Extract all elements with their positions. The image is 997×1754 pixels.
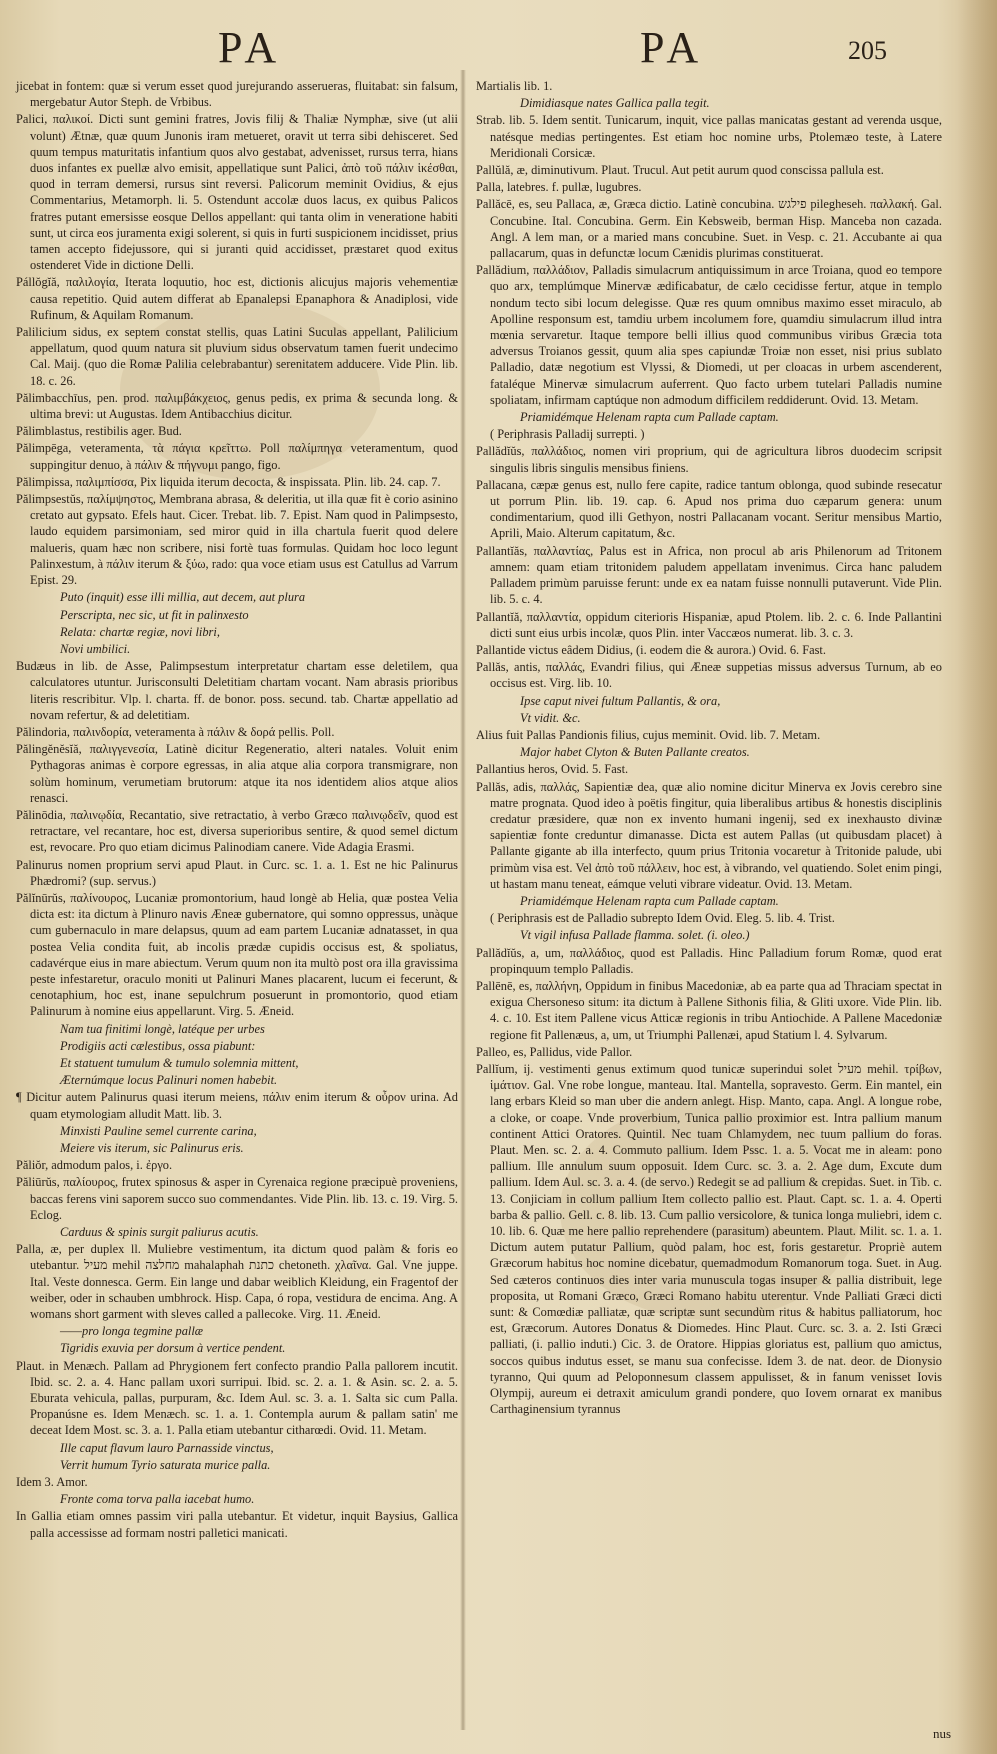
dictionary-entry: Pállŏgĭă, παλιλογία, Iterata loquutio, hoc est, dictionis alicujus majoris vehementiæ causa repetitio. Quid autem differat ab Epanalepsi Epanaphora & Anadiplosi, vide Rufinum, & Aquilam Romanum. — [16, 275, 458, 322]
verse-line: Verrit humum Tyrio saturata murice palla. — [60, 1457, 271, 1472]
verse-line: Dimidiasque nates Gallica palla tegit. — [520, 96, 710, 111]
dictionary-entry: Păliūrŭs, παλίουρος, frutex spinosus & asper in Cyrenaica regione præcipuè proveniens, baccas ferens vini saporem succo suo commendantes. Vide Plin. lib. 13. c. 19. Virg. 5. Eclog. — [16, 1175, 458, 1222]
dictionary-entry: Pălĭnūrŭs, παλίνουρος, Lucaniæ promontorium, haud longè ab Helia, quæ postea Velia dicta est: ita dictum à Plinuro navis Æneæ gubernatore, qui somno oppressus, unàque cum gubernaculo in mare delapsus, quum ad eam partem Lucaniæ adnatasset, in qua postea Velia condita fuit, ab incolis prædæ cupidis occisus est, & spoliatus, cadavérque eius in mare abiectum. Verum quum non ita multò post ora illa gravissima peste infestaretur, oraculo moniti ut Palinuri Manes placarent, lucum ei fecerunt, & cenotaphium, hoc est, inane sepulchrum posuerunt in promontorio, quod etiam Palinurum à nomine eius appellarunt. Virg. 5. Æneid. — [16, 890, 458, 1019]
dictionary-entry: Palilicium sidus, ex septem constat stellis, quas Latini Suculas appellant, Palilicium appellatum, quod quum natura sit pluvium sidus observatum tamen fuerit undecimo Cal. Maij. (quo die Romæ Palilia celebrabantur) serenitatem adducere. Vide Plin. lib. 18. c. 26. — [16, 325, 458, 388]
page-number: 205 — [848, 36, 887, 65]
verse-line: Nam tua finitimi longè, latéque per urbes — [60, 1021, 265, 1036]
dictionary-entry: Pălimbacchīus, pen. prod. παλιμβάκχειος, genus pedis, ex prima & secunda long. & ultima brevi: ut Augustas. Idem Antibacchius dicitur. — [16, 390, 458, 422]
dictionary-entry: Pălingĕnĕsĭă, παλιγγενεσία, Latinè dicitur Regeneratio, alteri natales. Voluit enim Pythagoras animas è corpore egressas, in alia atque alia corpora transmigrare, non solùm hominum, verumetiam brutorum: atque ita nos identidem alios atque alios renasci. — [16, 742, 458, 805]
dictionary-entry: Strab. lib. 5. Idem sentit. Tunicarum, inquit, vice pallas manicatas gestant ad verenda usque, natésque medias pertingentes. Est etiam hoc nomine urbs, Ptolemæo teste, à Latere Meridionali Corsicæ. — [476, 113, 942, 160]
verse-line: Novi umbilici. — [60, 641, 131, 656]
verse-line: Carduus & spinis surgit paliurus acutis. — [60, 1225, 259, 1240]
dictionary-entry: Palla, æ, per duplex ll. Muliebre vestimentum, ita dictum quod palàm & foris eo utebantur. מעיל mehil מחלצה mahalaphah כתנת chetoneth. χλαῖνα. Gal. Vne juppe. Ital. Veste donnesca. Germ. Ein lange und dabar weiblich Kleidung, ein Fragentof der weiber, oder in schauben umbhrock. Hisp. Capa, ó ropa, vestidura de encima. Ang. A womans short garment with sleves called a pallecoke. Virg. 11. Æneid. — [16, 1242, 458, 1322]
verse-line: Fronte coma torva palla iacebat humo. — [60, 1492, 255, 1507]
dictionary-entry: Pallacana, cæpæ genus est, nullo fere capite, radice tantum oblonga, quod subinde resecatur ut porrum Plin. lib. 19. cap. 6. Apud nos prima duo cæparum genera: unum condimentarium, quod illi Gethyon, nostri Pallacanam vocant. Seritur mensibus Martio, Aprili, Maio. Alterum capitatum, &c. — [476, 477, 942, 541]
dictionary-entry: jicebat in fontem: quæ si verum esset quod jurejurando asserueras, fluitabat: sin falsum, mergebatur Autor Steph. de Vrbibus. — [16, 79, 458, 110]
dictionary-entry: Pălimpissa, παλιμπίσσα, Pix liquida iterum decocta, & inspissata. Plin. lib. 24. cap. 7. — [16, 474, 441, 489]
dictionary-entry: Pălimblastus, restibilis ager. Bud. — [16, 424, 182, 439]
catchword: nus — [932, 1726, 951, 1741]
verse-line: Relata: chartæ regiæ, novi libri, — [60, 624, 220, 639]
verse-line: Puto (inquit) esse illi millia, aut decem, aut plura — [60, 590, 306, 605]
dictionary-entry: Plaut. in Menæch. Pallam ad Phrygionem fert confecto prandio Palla pallorem incutit. Ibid. sc. 2. a. 4. Hanc pallam uxori surripui. Ibid. sc. 2. a. 1. & Asin. sc. 2. a. 5. Eburata vehicula, pallas, purpuram, &c. Idem Aul. sc. 3. a. 1. Salta sic cum Palla. Propanúsne es. Idem Menæch. sc. 1. a. 1. Contempla aurum & pallam satin' me deceat Idem Most. sc. 3. a. 1. Palla etiam utebantur citharœdi. Ovid. 11. Metam. — [16, 1358, 458, 1438]
dictionary-entry: Palleo, es, Pallidus, vide Pallor. — [476, 1044, 633, 1059]
dictionary-entry: Pallantĭăs, παλλαντίας, Palus est in Africa, non procul ab aris Philenorum ad Tritonem amnem: quam etiam tritonidem paludem appellatam invenimus. Circa hanc paludem Palladem primùm paruisse ferunt: unde ex ea natam fuisse nonnulli putaverunt. Vide Plin. lib. 5. c. 4. — [476, 543, 942, 607]
dictionary-entry: Pălimpēga, veteramenta, τὰ πάγια κρεῖττω. Poll παλίμπηγα veteramentum, quod suppingitur denuo, à πάλιν & πήγνυμι pango, figo. — [16, 441, 458, 472]
dictionary-entry: Alius fuit Pallas Pandionis filius, cujus meminit. Ovid. lib. 7. Metam. — [476, 727, 821, 742]
dictionary-entry: Pălindoria, παλινδορία, veteramenta à πάλιν & δορά pellis. Poll. — [16, 724, 335, 739]
verse-line: Et statuent tumulum & tumulo solemnia mittent, — [60, 1055, 299, 1070]
dictionary-entry: Pallădĭŭs, a, um, παλλάδιος, quod est Palladis. Hinc Palladium forum Romæ, quod erat propinquum templo Palladis. — [476, 945, 942, 976]
dictionary-entry: Pălimpsestŭs, παλίμψηστος, Membrana abrasa, & deleritia, ut illa quæ fit è corio asinino cretato aut gypsato. Efels haut. Cicer. Trebat. lib. 7. Epist. Nam quod in Palimpsesto, laudo equidem parsimoniam, sed miror quid in illa chartula fuerit quod delere malueris, quam hæc non scribere, nisi fortè tuas formulas. Quidam hoc loco legunt Palinxestum, à πάλιν iterum & ξύω, rado: qua voce etiam usus est Catullus ad Varrum Epist. 29. — [16, 492, 458, 588]
running-head-right: PA — [640, 23, 705, 72]
dictionary-entry: Palinurus nomen proprium servi apud Plaut. in Curc. sc. 1. a. 1. Est ne hic Palinurus Phædromi? (sup. servus.) — [16, 857, 458, 888]
dictionary-entry: Palla, latebres. f. pullæ, lugubres. — [476, 180, 642, 195]
verse-line: Priamidémque Helenam rapta cum Pallade captam. — [520, 410, 779, 425]
verse-line: Vt vigil infusa Pallade flamma. solet. (i. oleo.) — [520, 928, 750, 943]
dictionary-entry: Pallĭum, ij. vestimenti genus extimum quod tunicæ superindui solet מעיל mehil. τρίβων, ἱμάτιον. Gal. Vne robe longue, manteau. Ital. Mantella, sopravesto. Germ. Ein mantel, ein lang erbars Kleid so man uber die andern anlegt. Hisp. Manto, capa. Angl. A longue robe, a cloke, or coape. Vnde proverbium, Tunica pallio proximior est. Intra pallium manum continent Attici Oratores. Quintil. Nec tuam Chlamydem, nec tuum pallium do foras. Plaut. Men. sc. 2. a. 4. Commuto pallium. Idem Pssc. 1. a. 5. Vocat me in aleam: pono pallium. Ille annulum suum opposuit. Idem Curc. sc. 3. a. 2. Age dum, Excute dum pallium. Idem Aul. sc. 3. a. 4. (de servo.) Redegit se ad pallium & crepidas. Suet. in Tib. c. 13. Conjiciam in collum pallium Item collecto pallio est. Plaut. Capt. sc. 1. a. 4. Operti barba & pallio. Gell. c. 8. lib. 13. Cum pallio versicolore, & tunica longa muliebri, idem c. 10. lib. 6. Quæ me here pallio reprehendere (parasitum) abeuntem. Plaut. Milit. sc. 1. a. 1. Dictum autem putatur Pallium, quòd palam, hoc est, foris gestaretur. Propriè autem Græcorum habitus hoc nomine dicebatur, quemadmodum Romanorum toga. Suet. in Aug. Sed cæteros continuos dies inter varia munuscula togas insuper & pallia distribuit, lege proposita, ut Romani Græco, Græci Romano habitu uterentur. Vnde Palliati Græci dicti sunt: & Comœdiæ palliatæ, quæ scriptæ sunt secundùm ritus & habitus palliatorum, hoc est, Græcorum. Autores Donatus & Diomedes. Hinc Plaut. Curc. sc. 3. a. 2. Isti Græci palliati, (i. pallio induti.) Cic. 3. de Oratore. Hippias gloriatus est, pallium quo amictus, soccos quibus indutus esset, se manu sua confecisse. Idem 3. de nat. deor. de Dionysio tyranno, Qui quum ad Peloponnesum classem appulisset, & in fanum venisset Iovis Olympij, aureum ei detraxit amiculum grandi pondere, quo Iovem ornarat ex manibus Carthaginensium tyrannus — [476, 1061, 942, 1417]
dictionary-entry: ( Periphrasis est de Palladio subrepto Idem Ovid. Eleg. 5. lib. 4. Trist. — [490, 911, 835, 926]
dictionary-entry: Idem 3. Amor. — [16, 1475, 88, 1490]
right-column — [476, 78, 942, 1418]
verse-line: Æternúmque locus Palinuri nomen habebit. — [60, 1073, 278, 1088]
dictionary-entry: Pallantĭă, παλλαντία, oppidum citerioris Hispaniæ, apud Ptolem. lib. 2. c. 6. Inde Pallantini dicti sunt eius urbis incolæ, quos Plin. inter Vaccæos numerat. lib. 3. c. 3. — [476, 609, 942, 640]
verse-line: ——pro longa tegmine pallæ — [60, 1324, 204, 1339]
column-divider — [460, 70, 466, 1730]
dictionary-entry: Pallantide victus eâdem Didius, (i. eodem die & aurora.) Ovid. 6. Fast. — [476, 642, 826, 657]
verse-line: Ipse caput nivei fultum Pallantis, & ora, — [520, 693, 721, 708]
verse-line: Ille caput flavum lauro Parnasside vinctus, — [60, 1440, 274, 1455]
page-edge-shadow — [957, 0, 997, 1754]
dictionary-entry: Pallăs, antis, παλλάς, Evandri filius, qui Æneæ suppetias missus adversus Turnum, ab eo occisus est. Virg. lib. 10. — [476, 660, 942, 691]
left-column — [16, 78, 458, 1542]
verse-line: Priamidémque Helenam rapta cum Pallade captam. — [520, 893, 779, 908]
dictionary-entry: Martialis lib. 1. — [476, 79, 553, 93]
dictionary-entry: Pallăs, adis, παλλάς, Sapientiæ dea, quæ alio nomine dicitur Minerva ex Jovis cerebro sine matre prognata. Quod ideo à poëtis fingitur, quia liberalibus artibus & honestis disciplinis credatur præsidere, quæ non ex invento humani ingenij, sed ex inexhausto divinæ sapientiæ fonte creduntur dimanasse. Dicta est autem Pallas (ut quibusdam placet) à Pallante gigante ab illa interfecto, quum prius Tritonia vocaretur à Tritonide palude, ubi primùm visa est. Vel ἀπὸ τοῦ πάλλειν, hoc est, à vibrando, vel quatiendo. Solet enim pingi, ut hastam manu teneat, eámque veluti vibrare videatur. Ovid. 13. Metam. — [476, 779, 942, 891]
verse-line: Tigridis exuvia per dorsum à vertice pendent. — [60, 1341, 286, 1356]
dictionary-entry: Pallădium, παλλάδιον, Palladis simulacrum antiquissimum in arce Troiana, quod eo tempore quo arx, templúmque Minervæ ædificabatur, de cælo cecidisse fertur, atque in templo nondum tecto sibi locum delegisse. Quæ res quum omnibus maximo esset miraculo, ab Apolline responsum est, tamdiu urbem incolumem fore, quamdiu simulacrum illud intra mœnia servaretur. Itaque tempore belli illius quod communibus viribus Græcia tota adversus Troianos gessit, quum alia spes capiundæ Troiæ non esset, nisi prius sublato Palladio, datæ negotium est Vlyssi, & Diomedi, ut per cloacas in urbem ascenderent, fataléque Minervæ simulacrum auferrent. Quo facto urbem tutelari Palladis numine spoliatam, infirmam captúque non admodum difficilem reddiderunt. Ovid. 13. Metam. — [476, 263, 942, 407]
verse-line: Perscripta, nec sic, ut fit in palinxesto — [60, 607, 249, 622]
verse-line: Vt vidit. &c. — [520, 710, 581, 725]
dictionary-entry: Palici, παλικοί. Dicti sunt gemini fratres, Jovis filij & Thaliæ Nymphæ, sive (ut alii volunt) Ætnæ, quæ quum Junonis iram metueret, oravit ut terra sibi dehisceret. Sed quum tempus maturitatis infantium quos alvo gestabat, advenisset, rursus terra, hians duos infantes ex puellæ alvo emisit, appellatique sunt Palici, ἀπὸ τοῦ πάλιν ἱκέσθαι, quod in terram demersi, rursus sint reversi. Palicorum meminit Ovidius, & ejus Commentarius, Metamorph. li. 5. Ostendunt accolæ duos lacus, ex quibus Palicos fratres putant emersisse eosque Dellos appellant: qui tanta olim in veneratione habiti sunt, ut circa eos juramenta exigi solerent, si quis in furti suspicionem incidisset, prius tamen accepto fidejussore, qui si juranti quid accidisset, præstaret quod exitus ostenderet Vide in dictione Delli. — [16, 112, 458, 273]
dictionary-entry: Pallăcē, es, seu Pallaca, æ, Græca dictio. Latinè concubina. פילגש pilegheseh. παλλακή. Gal. Concubine. Ital. Concubina. Germ. Ein Kebsweib, berman Hisp. Manceba non cazada. Angl. A lem man, or a maried mans concubine. Suet. in Vesp. c. 21. Accubante ai qua pallacarum, quas in defunctæ locum Cænidis plurimas constituerat. — [476, 197, 942, 261]
verse-line: Prodigiis acti cælestibus, ossa piabunt: — [60, 1038, 256, 1053]
verse-line: Meiere vis iterum, sic Palinurus eris. — [60, 1141, 244, 1155]
dictionary-entry: Pălinōdia, παλινῳδία, Recantatio, sive retractatio, à verbo Græco παλινῳδεῖν, quod est retractare, vel recantare, hoc est, diversa superioribus sentire, & quod semel dictum est, revocare. Pro quo etiam dicimus Palinodiam canere. Vide Adagia Erasmi. — [16, 807, 458, 855]
dictionary-entry: In Gallia etiam omnes passim viri palla utebantur. Et videtur, inquit Baysius, Gallica palla accessisse ad formam nostri palletici manicati. — [16, 1509, 458, 1540]
dictionary-entry: Pallantius heros, Ovid. 5. Fast. — [476, 762, 629, 777]
dictionary-entry: ( Periphrasis Palladij surrepti. ) — [490, 427, 645, 442]
verse-line: Minxisti Pauline semel currente carina, — [60, 1123, 257, 1138]
running-head-left: PA — [218, 23, 283, 72]
dictionary-entry: Păliŏr, admodum palos, i. ἐργο. — [16, 1158, 173, 1173]
dictionary-entry: Pallădĭŭs, παλλάδιος, nomen viri proprium, qui de agricultura libros duodecim scripsit singulis libris singulis mensibus finiens. — [476, 444, 942, 475]
dictionary-entry: Pallēnē, es, παλλήνη, Oppidum in finibus Macedoniæ, ab ea parte qua ad Thraciam spectat in exigua Chersoneso situm: ita dictum à Pallene Sithonis filia, & Gliti uxore. Vide Plin. lib. 4. c. 10. Est item Pallene vicus Atticæ regionis in tribu Antiochide. A Pallene Macedoniæ regione fit Pallenæus, a, um, ut Triumphi Pallenæi, apud Statium l. 4. Sylvarum. — [476, 978, 942, 1042]
dictionary-entry: Pallŭlă, æ, diminutivum. Plaut. Trucul. Aut petit aurum quod conscissa pallula est. — [476, 163, 884, 178]
dictionary-entry: ¶ Dicitur autem Palinurus quasi iterum meiens, πάλιν enim iterum & οὖρον urina. Ad quam etymologiam alludit Matt. lib. 3. — [16, 1090, 458, 1121]
dictionary-entry: Budæus in lib. de Asse, Palimpsestum interpretatur chartam esse deletilem, qua calculatores utuntur. Jurisconsulti Deletitiam chartam vocant. Nam abrasis prioribus literis rescribitur. Vlp. l. charta. ff. de bonor. poss. secund. tab. Chartæ appellatio ad novam refertur, & ad deletitiam. — [16, 659, 458, 722]
verse-line: Major habet Clyton & Buten Pallante creatos. — [520, 745, 750, 760]
